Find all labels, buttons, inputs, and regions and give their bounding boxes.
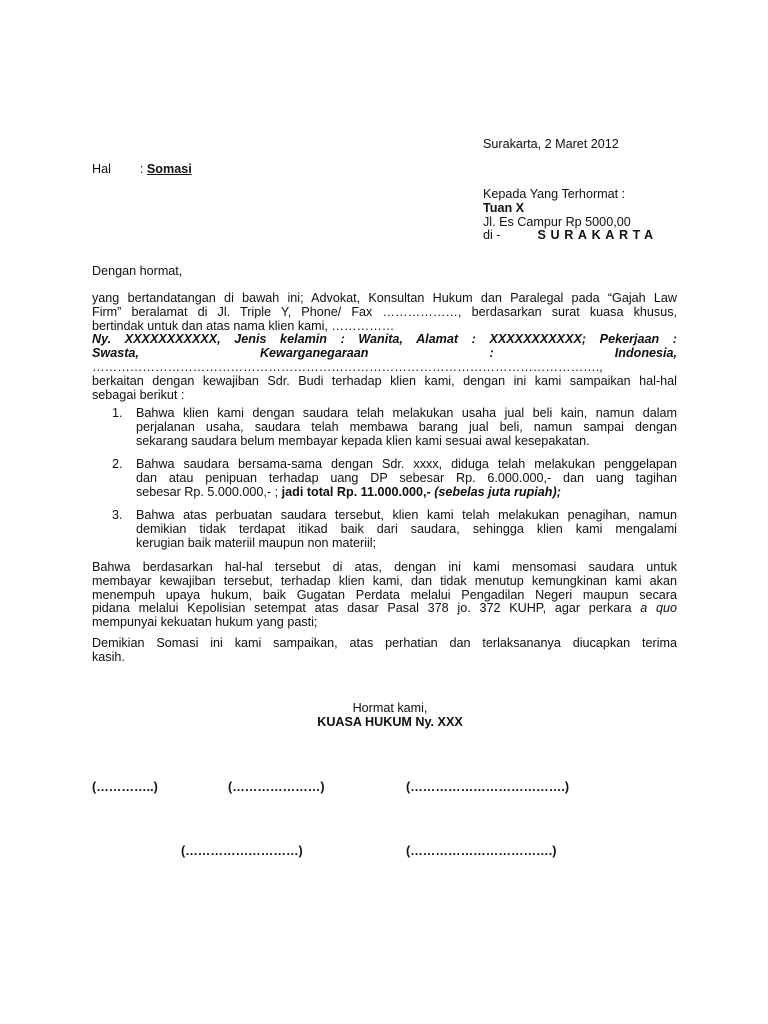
demand-line: mempunyai kekuatan hukum yang pasti; <box>92 615 318 630</box>
recipient-block <box>483 188 683 243</box>
signature-slot-4: (………………………) <box>181 844 303 858</box>
demand-line: pidana melalui Kepolisian setempat atas dasar Pasal 378 jo. 372 KUHP, agar perkara a quo <box>92 601 677 616</box>
demand-line: membayar kewajiban tersebut, terhadap klien kami, dan tidak menutup kemungkinan kami akan <box>92 573 677 588</box>
point-number: 2. <box>112 457 123 471</box>
intro-line: berkaitan dengan kewajiban Sdr. Budi terhadap klien kami, dengan ini kami sampaikan hal-hal <box>92 373 677 388</box>
signature-slot-5: (…………………………….) <box>406 844 557 858</box>
demand-paragraph <box>92 561 677 630</box>
greeting: Dengan hormat, <box>92 264 183 278</box>
recipient-salutation: Kepada Yang Terhormat : <box>483 187 626 201</box>
point-line: kerugian baik materiil maupun non materiil; <box>136 535 377 550</box>
point-line: sebesar Rp. 5.000.000,- ; jadi total Rp. 11.000.000,- (sebelas juta rupiah); <box>136 484 561 499</box>
subject-value: Somasi <box>146 162 192 176</box>
point-line: dan atau penipuan terhadap uang DP sebesar Rp. 6.000.000,- dan uang tagihan <box>136 470 677 485</box>
closing-line: Demikian Somasi ini kami sampaikan, atas perhatian dan terlaksananya diucapkan terima <box>92 636 677 650</box>
client-identity-line: Ny. XXXXXXXXXXX, Jenis kelamin : Wanita, Alamat : XXXXXXXXXXX; Pekerjaan : <box>92 332 677 347</box>
closing-paragraph <box>92 637 677 665</box>
signature-slot-3: (……………………………….) <box>406 780 570 794</box>
client-identity-line: Swasta, Kewarganegaraan : Indonesia, <box>92 346 678 361</box>
intro-dots-line: …………………………………………………………………………………………………………., <box>92 359 603 374</box>
intro-line: Firm” beralamat di Jl. Triple Y, Phone/ Fax ………………, berdasarkan surat kuasa khusus, <box>92 304 677 319</box>
recipient-name: Tuan X <box>483 200 525 215</box>
regards-text: Hormat kami, <box>352 701 428 715</box>
signature-slot-1: (…………..) <box>92 780 158 794</box>
point-number: 1. <box>112 406 123 420</box>
demand-line: Bahwa berdasarkan hal-hal tersebut di atas, dengan ini kami mensomasi saudara untuk <box>92 560 677 574</box>
intro-paragraph <box>92 292 677 402</box>
point-line: Bahwa atas perbuatan saudara tersebut, klien kami telah melakukan penagihan, namun <box>136 508 677 522</box>
signature-slot-2: (…………………) <box>228 780 325 794</box>
point-line: Bahwa saudara bersama-sama dengan Sdr. xxxx, diduga telah melakukan penggelapan <box>136 457 677 471</box>
subject-line <box>92 163 192 177</box>
sign-off <box>305 702 475 730</box>
point-line: sekarang saudara belum membayar kepada klien kami sesuai awal kesepakatan. <box>136 433 590 448</box>
point-line: Bahwa klien kami dengan saudara telah melakukan usaha jual beli kain, namun dalam <box>136 406 677 420</box>
point-3 <box>112 509 677 550</box>
intro-line: sebagai berikut : <box>92 387 185 402</box>
signatory-title: KUASA HUKUM Ny. XXX <box>317 714 463 729</box>
subject-label: Hal <box>92 162 111 176</box>
point-1 <box>112 407 677 448</box>
intro-line: bertindak untuk dan atas nama klien kami, …………… <box>92 318 395 333</box>
demand-line: menempuh upaya hukum, baik Gugatan Perdata melalui Pengadilan Negeri maupun secara <box>92 587 677 602</box>
point-number: 3. <box>112 508 123 522</box>
closing-line: kasih. <box>92 649 125 664</box>
subject-colon: : <box>139 162 144 176</box>
intro-line: yang bertandatangan di bawah ini; Advokat, Konsultan Hukum dan Paralegal pada “Gajah Law <box>92 291 677 305</box>
recipient-city-prefix: di - <box>483 228 501 243</box>
point-2 <box>112 458 677 499</box>
point-line: perjalanan usaha, saudara telah membawa barang jual beli, namun sampai dengan <box>136 419 677 434</box>
recipient-city: SURAKARTA <box>537 228 658 243</box>
point-line: demikian tidak terdapat itikad baik dari saudara, sehingga klien kami mengalami <box>136 521 677 536</box>
recipient-city-line <box>483 229 683 243</box>
place-date: Surakarta, 2 Maret 2012 <box>483 137 619 151</box>
recipient-address: Jl. Es Campur Rp 5000,00 <box>483 214 631 229</box>
